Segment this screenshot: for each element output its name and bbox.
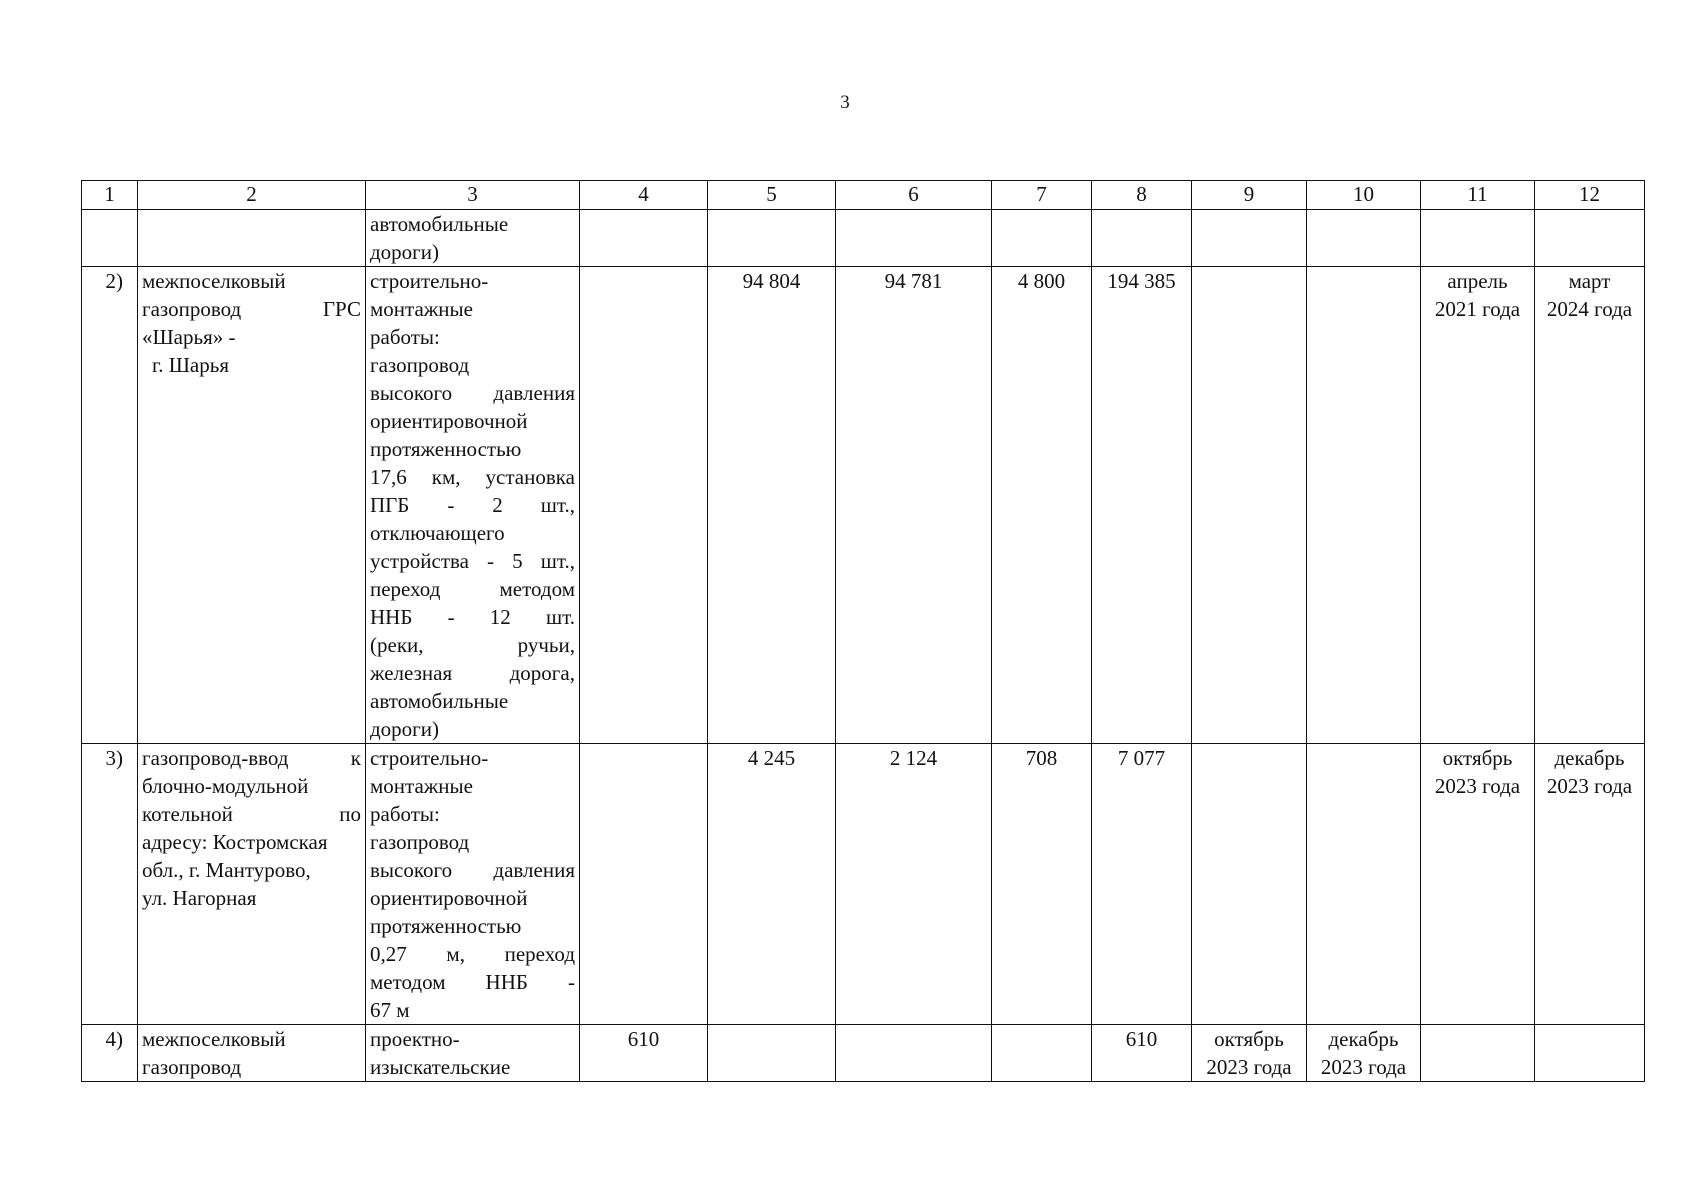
object-name-cell (138, 744, 366, 1025)
name-line: межпоселковый (142, 269, 286, 293)
work-line: 0,27 м, переход (370, 942, 575, 966)
table-row (82, 1025, 1645, 1082)
name-line: блочно-модульной (142, 774, 309, 798)
work-line: газопровод (370, 830, 470, 854)
date-cell (1535, 1025, 1645, 1082)
table-cell (1421, 210, 1535, 267)
end-date-cell (1535, 267, 1645, 744)
work-line: строительно- (370, 746, 489, 770)
header-cell-12: 12 (1535, 181, 1645, 210)
date-line: 2023 года (1546, 774, 1633, 798)
date-line: декабрь (1554, 746, 1625, 770)
value-cell: 4 245 (708, 744, 836, 1025)
date-line: апрель (1447, 269, 1508, 293)
date-line: октябрь (1214, 1027, 1284, 1051)
value-cell: 708 (992, 744, 1092, 1025)
end-date-cell (1535, 744, 1645, 1025)
table-cell (708, 210, 836, 267)
date-line: 2023 года (1434, 774, 1521, 798)
row-number: 4) (82, 1025, 138, 1082)
table-cell (1192, 210, 1307, 267)
name-line: «Шарья» - (142, 325, 236, 349)
work-line: протяженностью (370, 437, 522, 461)
work-line: ННБ - 12 шт. (370, 605, 575, 629)
header-cell-8: 8 (1092, 181, 1192, 210)
work-line: методом ННБ - (370, 970, 575, 994)
work-line: устройства - 5 шт., (370, 549, 575, 573)
header-cell-7: 7 (992, 181, 1092, 210)
value-cell: 194 385 (1092, 267, 1192, 744)
work-line: 17,6 км, установка (370, 465, 575, 489)
name-line: межпоселковый (142, 1027, 286, 1051)
header-cell-5: 5 (708, 181, 836, 210)
work-line: газопровод (370, 353, 470, 377)
value-cell: 4 800 (992, 267, 1092, 744)
row-number: 3) (82, 744, 138, 1025)
name-line: г. Шарья (152, 353, 229, 377)
date-line: 2024 года (1546, 297, 1633, 321)
work-line: проектно- (370, 1027, 460, 1051)
date-cell (1307, 744, 1421, 1025)
header-cell-4: 4 (580, 181, 708, 210)
value-cell: 94 804 (708, 267, 836, 744)
value-cell: 94 781 (836, 267, 992, 744)
table-cell (1092, 210, 1192, 267)
start-date-cell (1192, 1025, 1307, 1082)
work-line: работы: (370, 802, 440, 826)
table-row (82, 744, 1645, 1025)
work-line: переход методом (370, 577, 575, 601)
value-cell: 610 (580, 1025, 708, 1082)
value-cell (992, 1025, 1092, 1082)
value-cell (580, 744, 708, 1025)
work-line: монтажные (370, 774, 473, 798)
work-line: дороги) (370, 717, 440, 741)
date-cell (1421, 1025, 1535, 1082)
name-line: адресу: Костромская (142, 830, 328, 854)
object-name-cell (138, 267, 366, 744)
work-line: 67 м (370, 998, 410, 1022)
table-cell (1535, 210, 1645, 267)
name-line: обл., г. Мантурово, (142, 858, 311, 882)
work-line: работы: (370, 325, 440, 349)
work-description-cell (366, 210, 580, 267)
date-line: март (1568, 269, 1611, 293)
table-row (82, 267, 1645, 744)
work-line: монтажные (370, 297, 473, 321)
work-description-cell (366, 1025, 580, 1082)
work-line: протяженностью (370, 914, 522, 938)
header-cell-9: 9 (1192, 181, 1307, 210)
work-line: ПГБ - 2 шт., (370, 493, 575, 517)
date-line: декабрь (1328, 1027, 1399, 1051)
continuation-row (82, 210, 1645, 267)
date-line: 2021 года (1434, 297, 1521, 321)
object-name-cell (138, 1025, 366, 1082)
value-cell: 610 (1092, 1025, 1192, 1082)
value-cell: 2 124 (836, 744, 992, 1025)
date-cell (1192, 267, 1307, 744)
work-line: изыскательские (370, 1055, 511, 1079)
work-line: дороги) (370, 240, 440, 264)
start-date-cell (1421, 744, 1535, 1025)
work-line: высокого давления (370, 858, 575, 882)
date-line: 2023 года (1206, 1055, 1292, 1079)
schedule-table (81, 180, 1645, 1082)
date-cell (1307, 267, 1421, 744)
work-description-cell (366, 744, 580, 1025)
table-cell (138, 210, 366, 267)
date-line: октябрь (1442, 746, 1513, 770)
header-cell-10: 10 (1307, 181, 1421, 210)
page-number: 3 (840, 92, 850, 113)
header-cell-11: 11 (1421, 181, 1535, 210)
table-cell (82, 210, 138, 267)
work-line: высокого давления (370, 381, 575, 405)
name-line: газопровод (142, 1055, 242, 1079)
name-line: газопровод ГРС (142, 297, 361, 321)
work-line: автомобильные (370, 689, 509, 713)
value-cell: 7 077 (1092, 744, 1192, 1025)
table-cell (992, 210, 1092, 267)
header-cell-3: 3 (366, 181, 580, 210)
date-line: 2023 года (1320, 1055, 1407, 1079)
end-date-cell (1307, 1025, 1421, 1082)
work-line: железная дорога, (370, 661, 575, 685)
value-cell (836, 1025, 992, 1082)
date-cell (1192, 744, 1307, 1025)
name-line: ул. Нагорная (142, 886, 257, 910)
header-cell-2: 2 (138, 181, 366, 210)
work-line: автомобильные (370, 212, 509, 236)
work-line: строительно- (370, 269, 489, 293)
work-line: ориентировочной (370, 409, 528, 433)
work-line: ориентировочной (370, 886, 528, 910)
start-date-cell (1421, 267, 1535, 744)
work-description-cell (366, 267, 580, 744)
work-line: отключающего (370, 521, 505, 545)
header-cell-1: 1 (82, 181, 138, 210)
value-cell (580, 267, 708, 744)
name-line: газопровод-ввод к (142, 746, 361, 770)
name-line: котельной по (142, 802, 361, 826)
table-cell (1307, 210, 1421, 267)
value-cell (708, 1025, 836, 1082)
work-line: (реки, ручьи, (370, 633, 575, 657)
table-cell (836, 210, 992, 267)
table-cell (580, 210, 708, 267)
row-number: 2) (82, 267, 138, 744)
header-row (82, 181, 1645, 210)
header-cell-6: 6 (836, 181, 992, 210)
